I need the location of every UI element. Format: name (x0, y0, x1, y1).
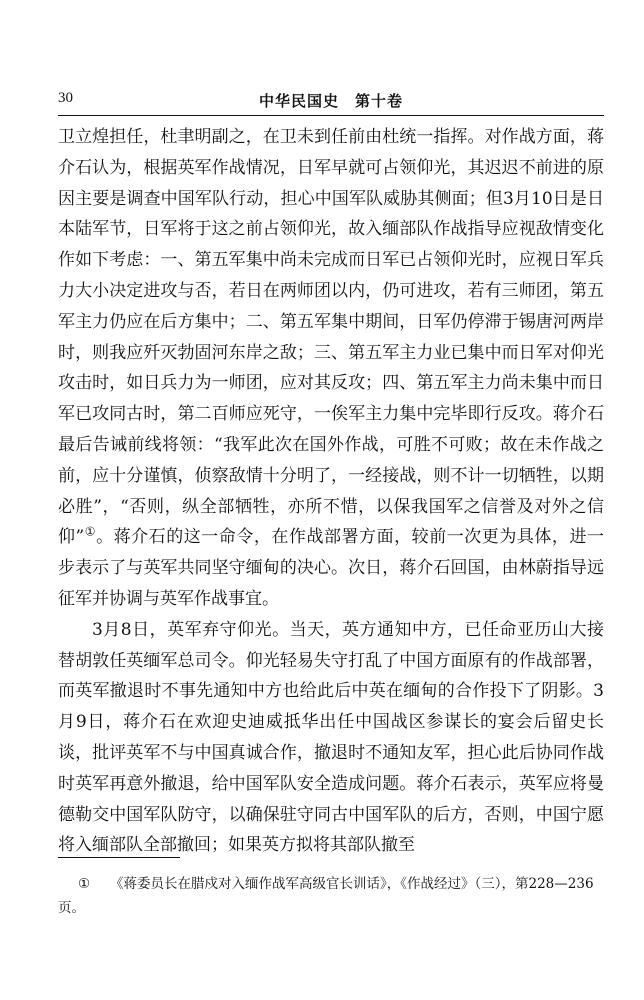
header-rule (58, 115, 604, 116)
paragraph-1-continuation: 。蒋介石的这一命令，在作战部署方面，较前一次更为具体，进一步表示了与英军共同坚守缅甸的决心。次日，蒋介石回国，由林蔚指导远征军并协调与英军作战事宜。 (58, 527, 604, 609)
running-title: 中华民国史 第十卷 (258, 92, 403, 110)
paragraph-2: 3月8日，英军弃守仰光。当天，英方通知中方，已任命亚历山大接替胡敦任英缅军总司令。仰光轻易失守打乱了中国方面原有的作战部署，而英军撤退时不事先通知中方也给此后中英在缅甸的合作投下了阴影。3月9日，蒋介石在欢迎史迪威抵华出任中国战区参谋长的宴会后留史长谈，批评英军不与中国真诚合作，撤退时不通知友军，担心此后协同作战时英军再意外撤退，给中国军队安全造成问题。蒋介石表示，英军应将曼德勒交中国军队防守，以确保驻守同古中国军队的后方，否则，中国宁愿将入缅部队全部撤回；如果英方拟将其部队撤至 (58, 619, 604, 856)
footnote-text: 《蒋委员长在腊戍对入缅作战军高级官长训话》，《作战经过》（三），第228—236页。 (58, 876, 594, 916)
footnote-reference: ① (84, 524, 97, 539)
footnote (58, 872, 604, 920)
page-header (58, 90, 604, 112)
footnote-rule (58, 857, 180, 858)
body-text (58, 122, 604, 861)
paragraph-1-text: 卫立煌担任，杜聿明副之，在卫未到任前由杜统一指挥。对作战方面，蒋介石认为，根据英军作战情况，日军早就可占领仰光，其迟迟不前进的原因主要是调查中国军队行动，担心中国军队威胁其侧面；但3月10日是日本陆军节，日军将于这之前占领仰光，故入缅部队作战指导应视敌情变化作如下考虑：一、第五军集中尚未完成而日军已占领仰光时，应视日军兵力大小决定进攻与否，若日在两师团以内，仍可进攻，若有三师团，第五军主力仍应在后方集中；二、第五军集中期间，日军仍停滞于锡唐河两岸时，则我应歼灭勃固河东岸之敌；三、第五军主力业已集中而日军对仰光攻击时，如日兵力为一师团，应对其反攻；四、第五军主力尚未集中而日军已攻同古时，第二百师应死守，一俟军主力集中完毕即行反攻。蒋介石最后告诫前线将领：“我军此次在国外作战，可胜不可败；故在未作战之前，应十分谨慎，侦察敌情十分明了，一经接战，则不计一切牺牲，以期必胜”，“否则，纵全部牺牲，亦所不惜，以保我国军之信誉及对外之信仰” (58, 127, 604, 548)
paragraph-1 (58, 122, 604, 615)
page-number: 30 (58, 90, 73, 106)
footnote-marker: ① (78, 876, 91, 892)
